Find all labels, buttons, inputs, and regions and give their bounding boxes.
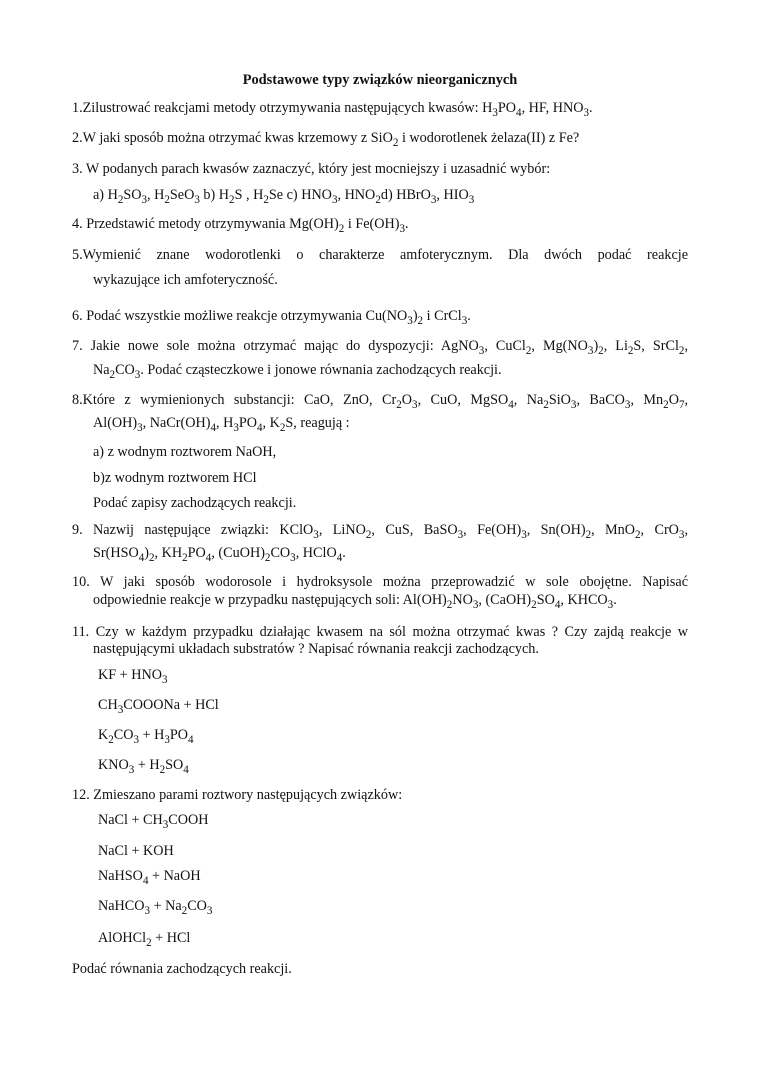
question-8-instruction: Podać zapisy zachodzących reakcji.	[93, 495, 297, 511]
question-8-line-1: 8.Które z wymienionych substancji: CaO, ZnO, $Cr_2O_3$, CuO, MgSO$_4$, $Na_2SiO_3$, BaCO$_3$, $Mn_2O_7$,	[72, 392, 689, 412]
question-9-line-1: 9. Nazwij następujące związki: KClO$_3$, LiNO$_2$, CuS, BaSO$_3$, $Fe(OH)_3$, $Sn(OH)_2$, MnO$_2$, CrO$_3$,	[72, 522, 688, 542]
reaction-pair: $KNO_3 + H_2SO_4$	[98, 757, 189, 777]
solution-pair: NaHCO$_3$ + $Na_2CO_3$	[98, 898, 213, 918]
question-5-line-1: 5.Wymienić znane wodorotlenki o charakterze amfoterycznym. Dla dwóch podać reakcje	[72, 247, 688, 263]
question-8-option-a: a) z wodnym roztworem NaOH,	[93, 444, 277, 460]
question-10-line-2: odpowiednie reakcje w przypadku następujących soli: $Al(OH)_2NO_3$, $(CaOH)_2SO_4$, $KHCO_3$.	[93, 592, 617, 612]
question-1: 1.Zilustrować reakcjami metody otrzymywania następujących kwasów: $H_3PO_4$, HF, $HNO_3$.	[72, 100, 593, 120]
question-8-option-b: b)z wodnym roztworem HCl	[93, 470, 257, 486]
question-4: 4. Przedstawić metody otrzymywania $Mg(OH)_2$ i $Fe(OH)_3$.	[72, 216, 409, 236]
solution-pair: NaCl + $CH_3COOH$	[98, 812, 209, 832]
question-5-line-2: wykazujące ich amfoteryczność.	[93, 272, 278, 288]
solution-pair: NaCl + KOH	[98, 843, 174, 859]
reaction-pair: $K_2CO_3 + H_3PO_4$	[98, 727, 194, 747]
question-2: 2.W jaki sposób można otrzymać kwas krzemowy z SiO$_2$ i wodorotlenek żelaza(II) z Fe?	[72, 130, 580, 150]
solution-pair: AlOHCl$_2$ + HCl	[98, 930, 191, 950]
question-7-line-1: 7. Jakie nowe sole można otrzymać mając do dyspozycji: AgNO$_3$, CuCl$_2$, $Mg(NO_3)_2$, $Li_2S$, SrCl$_2$,	[72, 338, 688, 358]
question-8-line-2: $Al(OH)_3$, $NaCr(OH)_4$, $H_3PO_4$, $K_2S$, reagują :	[93, 415, 350, 435]
question-11-line-2: następującymi układach substratów ? Napisać równania reakcji zachodzących.	[93, 641, 539, 657]
reaction-pair: KF + $HNO_3$	[98, 667, 168, 687]
question-3-options: a) $H_2SO_3$, $H_2SeO_3$ b) $H_2S$ , $H_2Se$ c) $HNO_3$, $HNO_2d$) HBrO$_3$, $HIO_3$	[93, 187, 475, 207]
closing-instruction: Podać równania zachodzących reakcji.	[72, 961, 292, 977]
question-12: 12. Zmieszano parami roztwory następujących związków:	[72, 787, 403, 803]
question-6: 6. Podać wszystkie możliwe reakcje otrzymywania $Cu(NO_3)_2$ i CrCl$_3$.	[72, 308, 471, 328]
question-3: 3. W podanych parach kwasów zaznaczyć, który jest mocniejszy i uzasadnić wybór:	[72, 161, 551, 177]
question-9-line-2: $Sr(HSO_4)_2$, $KH_2PO_4$, $(CuOH)_2CO_3$, HClO$_4$.	[93, 545, 346, 565]
reaction-pair: $CH_3COOONa$ + HCl	[98, 697, 219, 717]
question-10-line-1: 10. W jaki sposób wodorosole i hydroksysole można przeprowadzić w sole obojętne. Napisać	[72, 574, 688, 590]
question-11-line-1: 11. Czy w każdym przypadku działając kwasem na sól można otrzymać kwas ? Czy zajdą reakcje w	[72, 624, 688, 640]
page-title: Podstawowe typy związków nieorganicznych	[242, 72, 518, 88]
solution-pair: NaHSO$_4$ + NaOH	[98, 868, 201, 888]
question-7-line-2: $Na_2CO_3$. Podać cząsteczkowe i jonowe równania zachodzących reakcji.	[93, 362, 502, 382]
